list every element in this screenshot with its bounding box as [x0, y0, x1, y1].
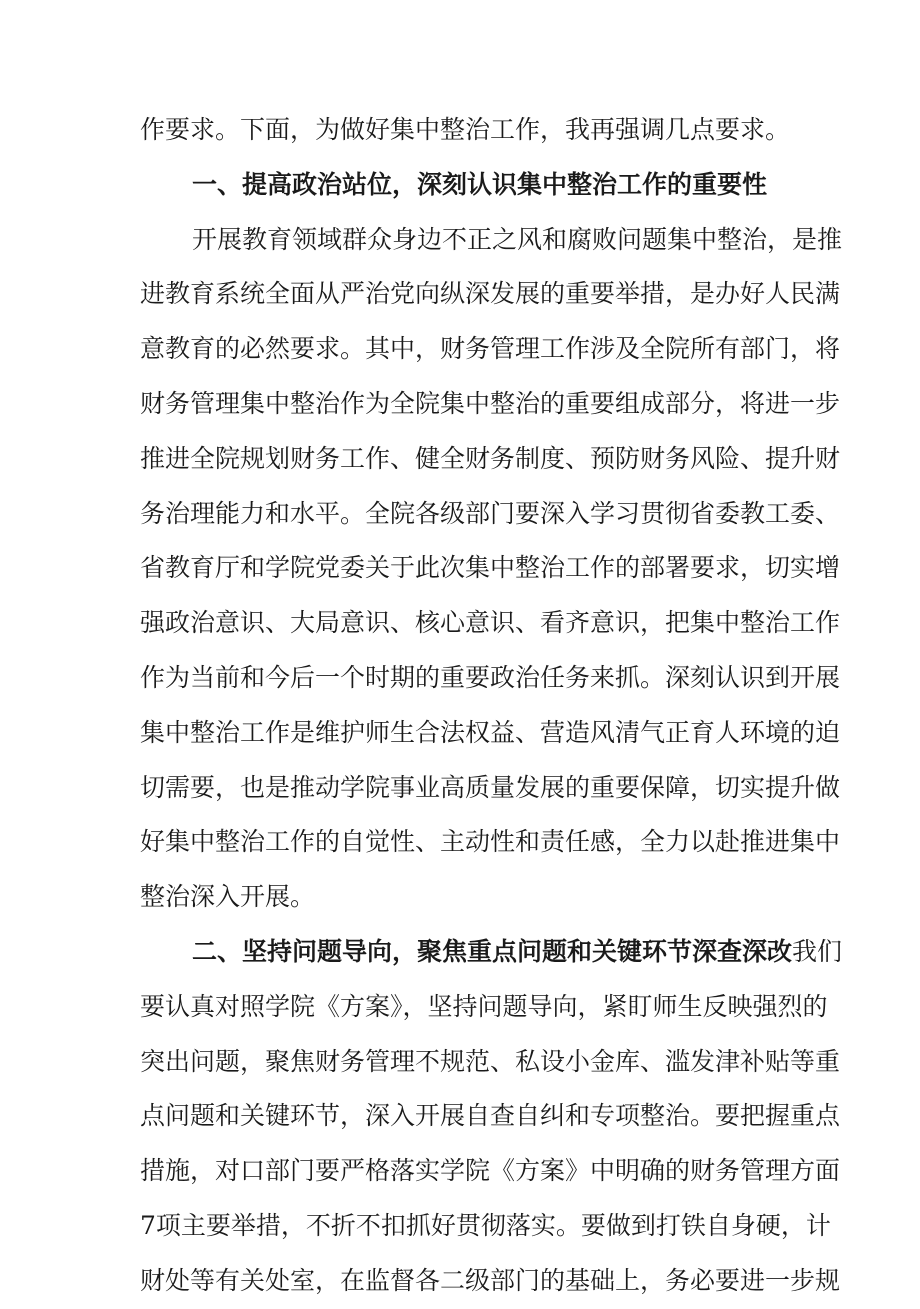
section-1-line: 省教育厅和学院党委关于此次集中整治工作的部署要求，切实增	[140, 553, 841, 583]
section-2-line: 要认真对照学院《方案》，坚持问题导向，紧盯师生反映强烈的	[140, 991, 828, 1021]
section-2-line: 突出问题，聚焦财务管理不规范、私设小金库、滥发津补贴等重	[140, 1046, 841, 1076]
section-1-line: 意教育的必然要求。其中，财务管理工作涉及全院所有部门，将	[140, 334, 841, 364]
section-2-line: 措施，对口部门要严格落实学院《方案》中明确的财务管理方面	[140, 1156, 841, 1186]
section-1-line: 进教育系统全面从严治党向纵深发展的重要举措，是办好人民满	[140, 279, 841, 309]
section-1-line: 整治深入开展。	[140, 882, 316, 912]
opening-line: 作要求。下面，为做好集中整治工作，我再强调几点要求。	[140, 115, 791, 144]
section-2-heading: 二、坚持问题导向，聚焦重点问题和关键环节深查深改	[192, 936, 793, 966]
section-1-line: 推进全院规划财务工作、健全财务制度、预防财务风险、提升财	[140, 443, 841, 473]
section-1-heading: 一、提高政治站位，深刻认识集中整治工作的重要性	[192, 169, 768, 199]
section-2-line: 点问题和关键环节，深入开展自查自纠和专项整治。要把握重点	[140, 1101, 841, 1131]
section-1-line: 开展教育领域群众身边不正之风和腐败问题集中整治，是推	[192, 224, 843, 254]
section-1-line: 强政治意识、大局意识、核心意识、看齐意识，把集中整治工作	[140, 608, 841, 638]
section-1-line: 好集中整治工作的自觉性、主动性和责任感，全力以赴推进集中	[140, 827, 841, 857]
section-1-line: 作为当前和今后一个时期的重要政治任务来抓。深刻认识到开展	[140, 662, 841, 692]
section-1-line: 务治理能力和水平。全院各级部门要深入学习贯彻省委教工委、	[140, 498, 841, 528]
section-2-line: 7项主要举措，不折不扣抓好贯彻落实。要做到打铁自身硬，计	[140, 1210, 831, 1240]
section-1-line: 集中整治工作是维护师生合法权益、营造风清气正育人环境的迫	[140, 717, 841, 747]
section-2-heading-line	[140, 925, 843, 980]
section-1-line: 切需要，也是推动学院事业高质量发展的重要保障，切实提升做	[140, 772, 841, 802]
section-2-heading-tail: 我们	[792, 936, 843, 966]
section-1-line: 财务管理集中整治作为全院集中整治的重要组成部分，将进一步	[140, 388, 841, 418]
document-body	[140, 103, 843, 1309]
section-2-line: 财处等有关处室，在监督各二级部门的基础上，务必要进一步规	[140, 1265, 841, 1295]
